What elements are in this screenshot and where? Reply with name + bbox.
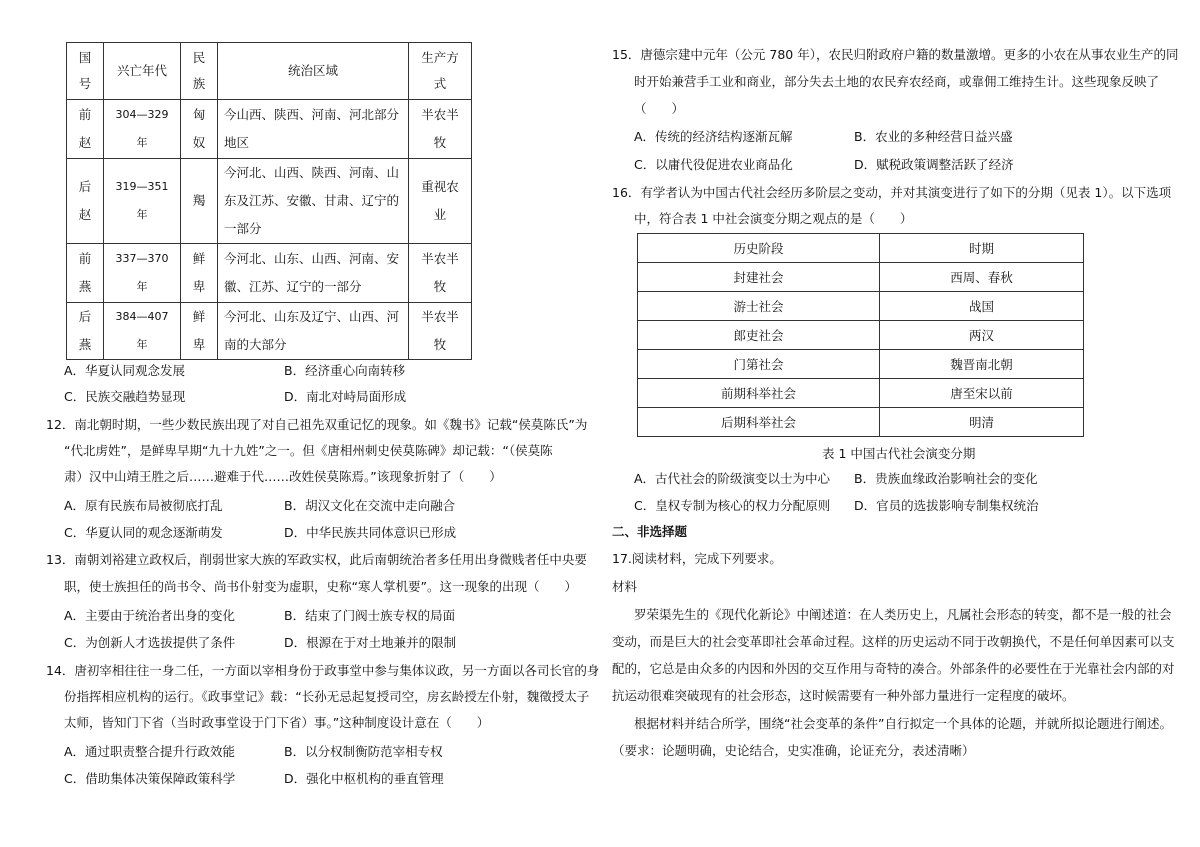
table-cell: 前 赵 — [67, 100, 104, 159]
q12-option-c[interactable]: C．华夏认同的观念逐渐萌发 — [64, 525, 223, 540]
q15-option-a[interactable]: A．传统的经济结构逐渐瓦解 — [634, 129, 793, 144]
dynasty-table — [66, 42, 472, 360]
q11-option-a[interactable]: A．华夏认同观念发展 — [64, 363, 186, 378]
table-cell: 337—370 年 — [104, 244, 181, 303]
q14-option-d[interactable]: D．强化中枢机构的垂直管理 — [284, 771, 444, 786]
table-header-cell: 时期 — [880, 234, 1084, 263]
table-row — [638, 263, 1084, 292]
table-cell: 后 燕 — [67, 303, 104, 360]
table-cell: 319—351 年 — [104, 159, 181, 244]
table-header-cell: 国 号 — [67, 43, 104, 100]
q16-option-a[interactable]: A．古代社会的阶级演变以士为中心 — [634, 471, 831, 486]
table-row — [638, 321, 1084, 350]
table-cell: 今河北、山东、山西、河南、安 徽、江苏、辽宁的一部分 — [218, 244, 409, 303]
table-cell: 游士社会 — [638, 292, 880, 321]
table-header-cell: 民 族 — [181, 43, 218, 100]
table-caption: 表 1 中国古代社会演变分期 — [822, 446, 976, 461]
q17-intro: 17.阅读材料，完成下列要求。 — [612, 551, 782, 566]
material-line: 变动，而是巨大的社会变革即社会革命过程。这样的历史运动不同于改朝换代，不是任何单因素可以支 — [612, 634, 1175, 649]
q14-option-a[interactable]: A．通过职责整合提升行政效能 — [64, 744, 236, 759]
q16-option-d[interactable]: D．官员的选拔影响专制集权统治 — [854, 498, 1039, 513]
q13-stem-line: 职，使士族担任的尚书令、尚书仆射变为虚职，史称“寒人掌机要”。这一现象的出现（ ） — [64, 579, 577, 594]
section-title: 二、非选择题 — [612, 524, 688, 539]
q15-option-c[interactable]: C．以庸代役促进农业商品化 — [634, 157, 793, 172]
q16-option-c[interactable]: C．皇权专制为核心的权力分配原则 — [634, 498, 831, 513]
material-line: 罗荣渠先生的《现代化新论》中阐述道：在人类历史上，凡属社会形态的转变，都不是一般的社会 — [634, 607, 1172, 622]
q13-option-c[interactable]: C．为创新人才选拔提供了条件 — [64, 635, 236, 650]
table-cell: 羯 — [181, 159, 218, 244]
q15-stem-line: 15．唐德宗建中元年（公元 780 年），农民归附政府户籍的数量激增。更多的小农在从事农业生产的同 — [612, 47, 1179, 62]
table-cell: 魏晋南北朝 — [880, 350, 1084, 379]
q13-stem-line: 13．南朝刘裕建立政权后，削弱世家大族的军政实权，此后南朝统治者多任用出身微贱者任中央要 — [46, 552, 587, 567]
table-cell: 封建社会 — [638, 263, 880, 292]
q13-option-a[interactable]: A．主要由于统治者出身的变化 — [64, 608, 236, 623]
table-header-cell: 历史阶段 — [638, 234, 880, 263]
q16-option-b[interactable]: B．贵族血缘政治影响社会的变化 — [854, 471, 1038, 486]
table-row — [638, 379, 1084, 408]
table-cell: 战国 — [880, 292, 1084, 321]
q13-option-b[interactable]: B．结束了门阀士族专权的局面 — [284, 608, 456, 623]
table-cell: 匈 奴 — [181, 100, 218, 159]
material-label: 材料 — [612, 579, 638, 594]
table-row — [67, 244, 472, 303]
table-cell: 西周、春秋 — [880, 263, 1084, 292]
table-cell: 今河北、山东及辽宁、山西、河 南的大部分 — [218, 303, 409, 360]
table-cell: 后 赵 — [67, 159, 104, 244]
q14-option-b[interactable]: B．以分权制衡防范宰相专权 — [284, 744, 443, 759]
table-cell: 今山西、陕西、河南、河北部分 地区 — [218, 100, 409, 159]
table-cell: 门第社会 — [638, 350, 880, 379]
table-cell: 唐至宋以前 — [880, 379, 1084, 408]
table-cell: 明清 — [880, 408, 1084, 437]
q12-option-d[interactable]: D．中华民族共同体意识已形成 — [284, 525, 457, 540]
table-row — [638, 350, 1084, 379]
table-header-cell: 生产方 式 — [409, 43, 472, 100]
table-row — [67, 159, 472, 244]
table-cell: 郎吏社会 — [638, 321, 880, 350]
q15-stem-line: 时开始兼营手工业和商业，部分失去土地的农民弃农经商，或靠佣工维持生计。这些现象反映了 — [634, 74, 1160, 89]
q12-stem-line: “代北虏姓”，是鲜卑早期“九十九姓”之一。但《唐相州刺史侯莫陈碑》却记载：“（侯莫陈 — [64, 443, 553, 458]
material-line: 抗运动很难突破现有的社会形态，这时候需要有一种外部力量进行一定程度的破坏。 — [612, 688, 1075, 703]
q17-requirement: （要求：论题明确，史论结合，史实准确，论证充分，表述清晰） — [612, 743, 975, 758]
table-row — [638, 408, 1084, 437]
q11-option-d[interactable]: D．南北对峙局面形成 — [284, 389, 407, 404]
q11-option-c[interactable]: C．民族交融趋势显现 — [64, 389, 186, 404]
table-cell: 后期科举社会 — [638, 408, 880, 437]
q11-option-b[interactable]: B．经济重心向南转移 — [284, 363, 406, 378]
q12-option-b[interactable]: B．胡汉文化在交流中走向融合 — [284, 498, 456, 513]
table-header-row — [638, 234, 1084, 263]
table-header-cell: 兴亡年代 — [104, 43, 181, 100]
table-cell: 重视农 业 — [409, 159, 472, 244]
table-row — [67, 303, 472, 360]
q14-option-c[interactable]: C．借助集体决策保障政策科学 — [64, 771, 236, 786]
q16-stem-line: 中，符合表 1 中社会演变分期之观点的是（ ） — [634, 211, 913, 226]
table-header-row — [67, 43, 472, 100]
q15-stem-line: （ ） — [634, 101, 685, 116]
table-cell: 半农半 牧 — [409, 100, 472, 159]
table-cell: 两汉 — [880, 321, 1084, 350]
table-row — [67, 100, 472, 159]
table-cell: 鲜 卑 — [181, 303, 218, 360]
table-cell: 鲜 卑 — [181, 244, 218, 303]
q12-stem-line: 12．南北朝时期，一些少数民族出现了对自己祖先双重记忆的现象。如《魏书》记载“侯莫陈氏”为 — [46, 417, 588, 432]
table-cell: 前期科举社会 — [638, 379, 880, 408]
q14-stem-line: 份指挥相应机构的运行。《政事堂记》载：“长孙无忌起复授司空，房玄龄授左仆射，魏徵授太子 — [64, 689, 590, 704]
table-header-cell: 统治区域 — [218, 43, 409, 100]
table-cell: 今河北、山西、陕西、河南、山 东及江苏、安徽、甘肃、辽宁的 一部分 — [218, 159, 409, 244]
q15-option-d[interactable]: D．赋税政策调整活跃了经济 — [854, 157, 1014, 172]
table-row — [638, 292, 1084, 321]
table-cell: 304—329 年 — [104, 100, 181, 159]
q14-stem-line: 太师，皆知门下省（当时政事堂设于门下省）事。”这种制度设计意在（ ） — [64, 715, 490, 730]
q12-option-a[interactable]: A．原有民族布局被彻底打乱 — [64, 498, 223, 513]
table-cell: 前 燕 — [67, 244, 104, 303]
q12-stem-line: 肃）汉中山靖王胜之后……避难于代……改姓侯莫陈焉。”该现象折射了（ ） — [64, 469, 502, 484]
table-cell: 384—407 年 — [104, 303, 181, 360]
q14-stem-line: 14．唐初宰相往往一身二任，一方面以宰相身份于政事堂中参与集体议政，另一方面以各司长官的身 — [46, 663, 600, 678]
table-cell: 半农半 牧 — [409, 244, 472, 303]
material-line: 配的，它总是由众多的内因和外因的交互作用与奇特的凑合。外部条件的必要性在于光靠社会内部的对 — [612, 661, 1175, 676]
q15-option-b[interactable]: B．农业的多种经营日益兴盛 — [854, 129, 1013, 144]
society-stage-table — [637, 233, 1084, 437]
q16-stem-line: 16．有学者认为中国古代社会经历多阶层之变动，并对其演变进行了如下的分期（见表 1）。以下选项 — [612, 185, 1172, 200]
q13-option-d[interactable]: D．根源在于对土地兼并的限制 — [284, 635, 457, 650]
q17-task: 根据材料并结合所学，围绕“社会变革的条件”自行拟定一个具体的论题，并就所拟论题进行阐述。 — [634, 716, 1172, 731]
table-cell: 半农半 牧 — [409, 303, 472, 360]
